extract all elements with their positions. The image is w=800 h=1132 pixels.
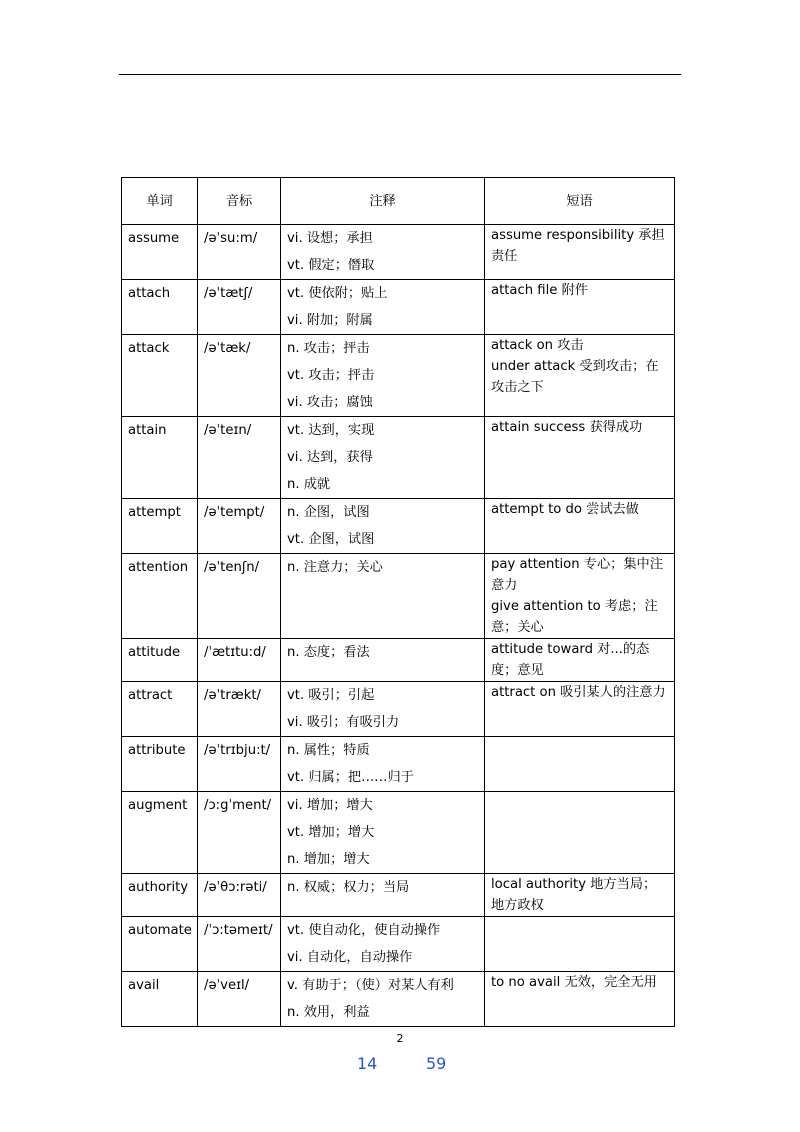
meaning-line: vi. 自动化，自动操作 [287,950,413,965]
meaning-line: vt. 使自动化，使自动操作 [287,923,441,938]
table-row [122,280,675,335]
phrase-line: pay attention 专心；集中注意力 [491,557,663,593]
word-cell: attain [122,417,198,499]
meaning-line: n. 企图，试图 [287,505,370,520]
phrase-cell [485,737,675,792]
phonetic-cell: /əˈtætʃ/ [198,280,281,335]
word-cell: augment [122,792,198,874]
meaning-line: n. 效用，利益 [287,1005,370,1020]
table-row [122,874,675,917]
phrase-line: attach file 附件 [491,283,588,298]
phrase-line: to no avail 无效，完全无用 [491,975,657,990]
header-meaning: 注释 [281,178,485,225]
phonetic-cell: /əˈtrɪbju:t/ [198,737,281,792]
footer-number-right: 59 [426,1054,447,1073]
phonetic-cell: /ɔ:gˈment/ [198,792,281,874]
phrase-cell [485,225,675,280]
phrase-cell [485,682,675,737]
meaning-cell [281,280,485,335]
meaning-line: vt. 使依附；贴上 [287,286,388,301]
phrase-line: attain success 获得成功 [491,420,643,435]
meaning-line: vt. 假定；僭取 [287,258,375,273]
header-rule [119,74,681,75]
phonetic-cell: /əˈveɪl/ [198,972,281,1027]
word-cell: attract [122,682,198,737]
table-row [122,682,675,737]
phonetic-cell: /əˈθɔ:rəti/ [198,874,281,917]
table-row [122,335,675,417]
phrase-line: give attention to 考虑；注意；关心 [491,599,658,635]
phonetic-cell: /əˈsu:m/ [198,225,281,280]
meaning-line: n. 攻击；抨击 [287,341,370,356]
phrase-line: attack on 攻击 [491,338,584,353]
table-row [122,417,675,499]
word-cell: attach [122,280,198,335]
meaning-line: n. 属性；特质 [287,743,370,758]
vocabulary-table [121,177,675,1027]
phonetic-cell: /ˈɔ:təmeɪt/ [198,917,281,972]
phrase-line: local authority 地方当局；地方政权 [491,877,657,913]
meaning-line: vt. 攻击；抨击 [287,368,375,383]
meaning-cell [281,335,485,417]
footer-page-indicator [0,1054,800,1078]
vocabulary-table-body [122,225,675,1027]
phrase-cell [485,417,675,499]
phonetic-cell: /əˈtenʃn/ [198,554,281,639]
meaning-line: vt. 吸引；引起 [287,688,375,703]
phonetic-cell: /əˈteɪn/ [198,417,281,499]
table-row [122,917,675,972]
meaning-line: n. 权威；权力；当局 [287,880,410,895]
meaning-line: vi. 达到，获得 [287,450,373,465]
phrase-line: assume responsibility 承担责任 [491,228,665,264]
meaning-cell [281,417,485,499]
word-cell: assume [122,225,198,280]
phrase-cell [485,554,675,639]
phrase-line: attract on 吸引某人的注意力 [491,685,666,700]
phrase-line: attempt to do 尝试去做 [491,502,639,517]
meaning-cell [281,682,485,737]
meaning-line: vi. 吸引；有吸引力 [287,715,400,730]
phrase-cell [485,335,675,417]
table-row [122,737,675,792]
phrase-cell [485,280,675,335]
phrase-cell [485,792,675,874]
meaning-line: vt. 归属；把……归于 [287,770,414,785]
meaning-cell [281,874,485,917]
footer-number-left: 14 [357,1054,378,1073]
word-cell: avail [122,972,198,1027]
meaning-cell [281,917,485,972]
phrase-cell [485,917,675,972]
phrase-line: attitude toward 对...的态度；意见 [491,642,650,678]
meaning-line: vi. 增加；增大 [287,798,373,813]
meaning-line: n. 注意力；关心 [287,560,383,575]
phrase-cell [485,972,675,1027]
word-cell: attitude [122,639,198,682]
meaning-line: vt. 增加；增大 [287,825,375,840]
header-phrase: 短语 [485,178,675,225]
meaning-cell [281,499,485,554]
phrase-cell [485,874,675,917]
phonetic-cell: /ˈætɪtu:d/ [198,639,281,682]
meaning-cell [281,792,485,874]
meaning-cell [281,737,485,792]
meaning-cell [281,225,485,280]
table-row [122,225,675,280]
meaning-line: n. 成就 [287,477,331,492]
meaning-line: v. 有助于；（使）对某人有利 [287,978,454,993]
table-row [122,972,675,1027]
table-row [122,554,675,639]
word-cell: attempt [122,499,198,554]
page-number: 2 [396,1032,404,1045]
meaning-line: n. 增加；增大 [287,852,370,867]
meaning-line: n. 态度；看法 [287,645,370,660]
word-cell: authority [122,874,198,917]
table-row [122,499,675,554]
table-row [122,639,675,682]
header-word: 单词 [122,178,198,225]
table-header-row [122,178,675,225]
meaning-line: vt. 达到，实现 [287,423,375,438]
header-phonetic: 音标 [198,178,281,225]
meaning-line: vi. 设想；承担 [287,231,373,246]
meaning-line: vi. 攻击；腐蚀 [287,395,373,410]
word-cell: attack [122,335,198,417]
phrase-line: under attack 受到攻击；在攻击之下 [491,359,659,395]
meaning-cell [281,639,485,682]
word-cell: attribute [122,737,198,792]
phrase-cell [485,499,675,554]
word-cell: automate [122,917,198,972]
phonetic-cell: /əˈtrækt/ [198,682,281,737]
phonetic-cell: /əˈtempt/ [198,499,281,554]
meaning-line: vi. 附加；附属 [287,313,373,328]
phonetic-cell: /əˈtæk/ [198,335,281,417]
meaning-line: vt. 企图，试图 [287,532,375,547]
word-cell: attention [122,554,198,639]
meaning-cell [281,972,485,1027]
meaning-cell [281,554,485,639]
table-row [122,792,675,874]
phrase-cell [485,639,675,682]
